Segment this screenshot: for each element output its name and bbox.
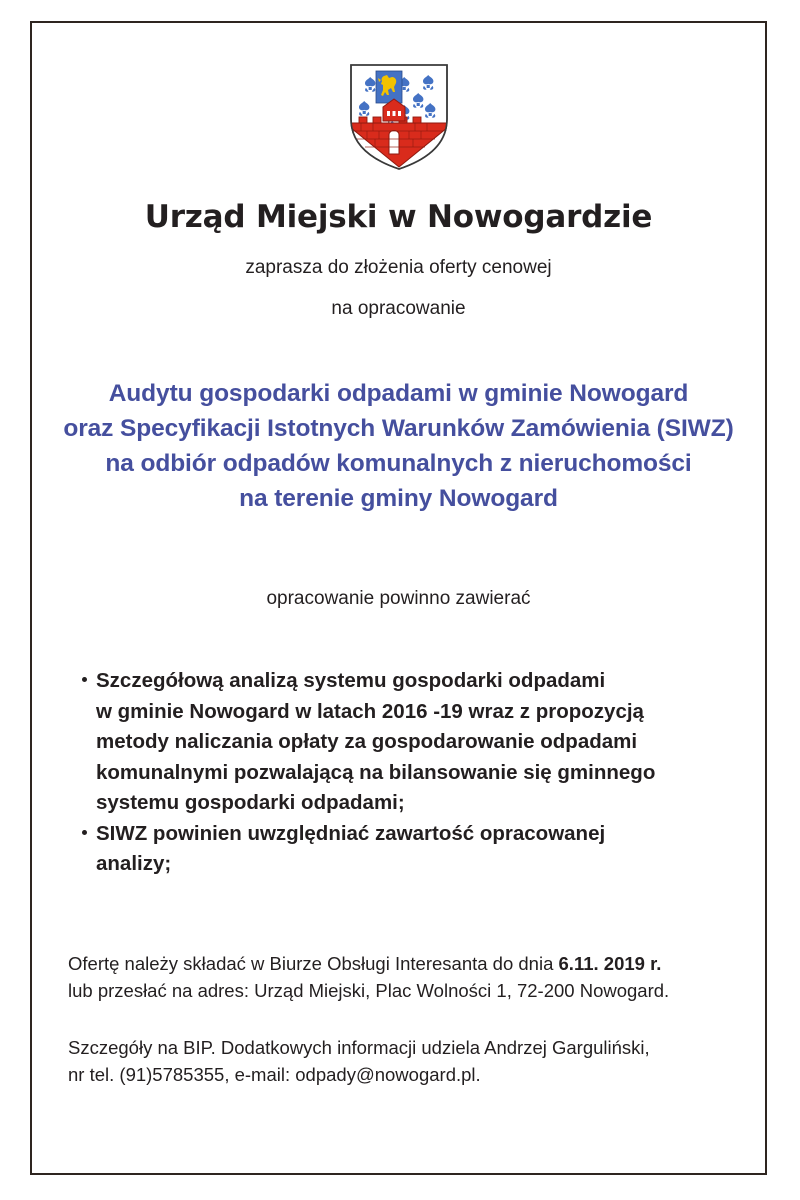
main-title-line: na odbiór odpadów komunalnych z nieruchomości xyxy=(105,450,692,477)
poster-content xyxy=(30,21,767,1175)
deadline-date: 6.11. 2019 r. xyxy=(558,952,662,974)
list-item-line: systemu gospodarki odpadami; xyxy=(96,791,405,814)
main-title-line: Audytu gospodarki odpadami w gminie Nowogard xyxy=(108,380,689,407)
submission-deadline-text: Ofertę należy składać w Biurze Obsługi Interesanta do dnia xyxy=(68,952,559,974)
contact-details-line: nr tel. (91)5785355, e-mail: odpady@nowogard.pl. xyxy=(68,1063,481,1085)
list-item xyxy=(82,819,702,880)
contact-info xyxy=(68,1034,728,1088)
subtitle-line-1: zaprasza do złożenia oferty cenowej xyxy=(245,257,552,278)
list-item-line: komunalnymi pozwalającą na bilansowanie się gminnego xyxy=(96,760,656,784)
main-title-line: oraz Specyfikacji Istotnych Warunków Zamówienia (SIWZ) xyxy=(63,415,734,442)
bullet-icon xyxy=(82,677,87,682)
list-item-line: SIWZ powinien uwzględniać zawartość opracowanej xyxy=(96,821,606,845)
submission-address-line: lub przesłać na adres: Urząd Miejski, Plac Wolności 1, 72-200 Nowogard. xyxy=(68,979,670,1001)
contains-label: opracowanie powinno zawierać xyxy=(266,588,531,609)
list-item-line: Szczegółową analizą systemu gospodarki odpadami xyxy=(96,669,606,692)
submission-deadline-line xyxy=(68,950,728,977)
list-item-line: metody naliczania opłaty za gospodarowanie odpadami xyxy=(96,730,638,753)
requirements-list xyxy=(82,666,702,880)
contact-person-line: Szczegóły na BIP. Dodatkowych informacji udziela Andrzej Garguliński, xyxy=(68,1036,650,1058)
list-item xyxy=(82,666,702,819)
main-title xyxy=(59,376,739,516)
bullet-icon xyxy=(82,830,87,835)
organization-title: Urząd Miejski w Nowogardzie xyxy=(144,199,653,235)
list-item-line: w gminie Nowogard w latach 2016 -19 wraz z propozycją xyxy=(96,699,644,723)
coat-of-arms-icon xyxy=(343,59,455,171)
main-title-line: na terenie gminy Nowogard xyxy=(239,485,558,512)
subtitle-line-2: na opracowanie xyxy=(331,298,466,319)
list-item-line: analizy; xyxy=(96,852,172,875)
submission-info xyxy=(68,950,728,1004)
